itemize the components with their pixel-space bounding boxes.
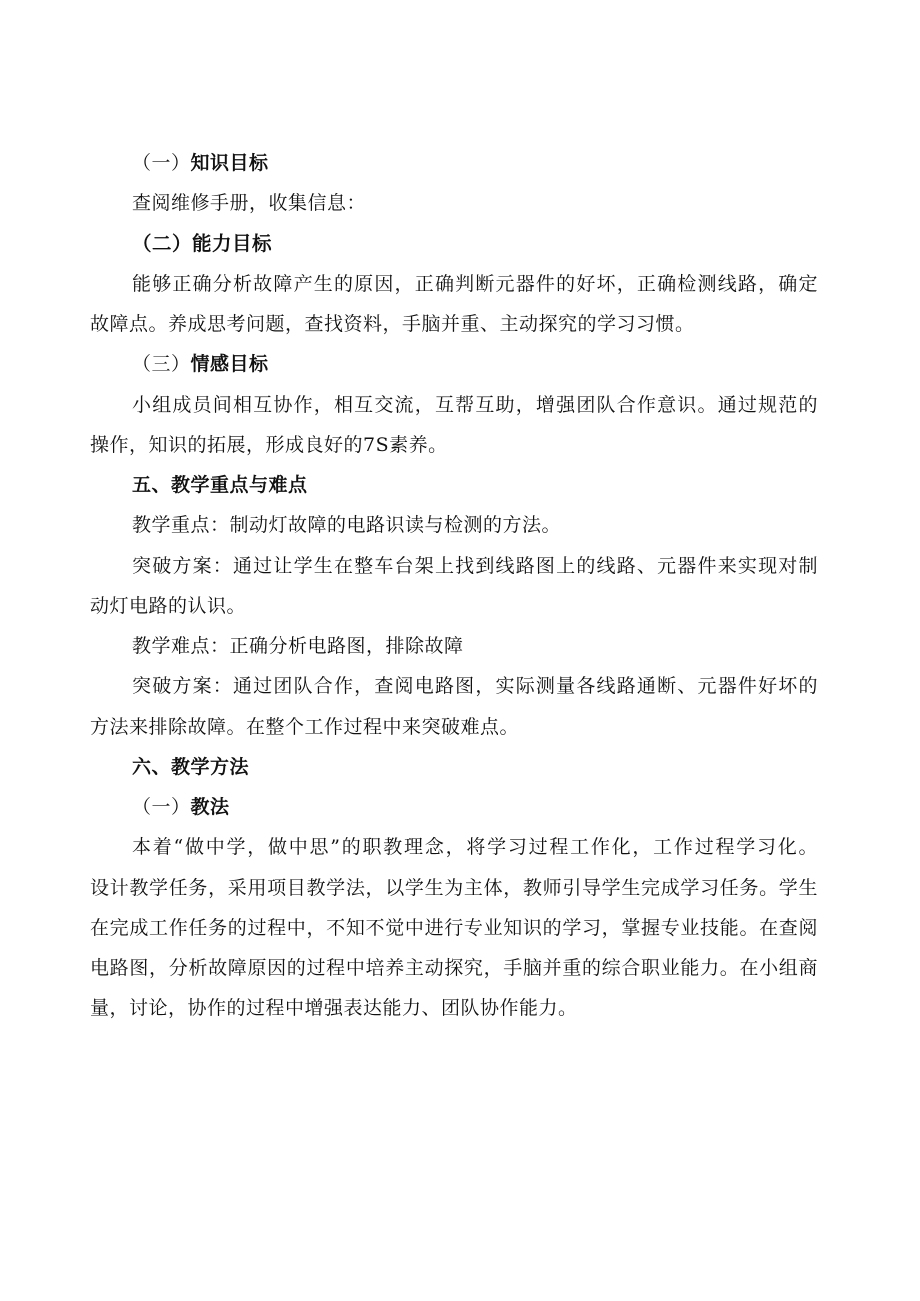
key-solution-line: 突破方案：通过让学生在整车台架上找到线路图上的线路、元器件来实现对制 [132, 555, 818, 577]
key-points-heading: 五、教学重点与难点 [132, 474, 308, 496]
heading-title: 知识目标 [190, 152, 269, 174]
ability-goal-text-line: 故障点。养成思考问题，查找资料，手脑并重、主动探究的学习习惯。 [90, 313, 695, 335]
knowledge-goal-heading [132, 151, 269, 175]
emotion-goal-heading [132, 352, 269, 376]
key-point-text: 教学重点：制动灯故障的电路识读与检测的方法。 [132, 514, 562, 536]
teaching-methods-heading: 六、教学方法 [132, 756, 250, 778]
teaching-method-text-line: 量，讨论，协作的过程中增强表达能力、团队协作能力。 [90, 997, 578, 1019]
knowledge-goal-text: 查阅维修手册，收集信息： [132, 192, 367, 214]
ability-goal-text-line: 能够正确分析故障产生的原因，正确判断元器件的好坏，正确检测线路，确定 [132, 273, 818, 295]
difficulty-text: 教学难点：正确分析电路图，排除故障 [132, 635, 464, 657]
teaching-method-text-line: 设计教学任务，采用项目教学法，以学生为主体，教师引导学生完成学习任务。学生 [90, 877, 818, 899]
heading-title: 情感目标 [190, 353, 269, 375]
ability-goal-heading: （二）能力目标 [132, 232, 273, 255]
emotion-goal-text-line: 操作，知识的拓展，形成良好的7S素养。 [90, 434, 448, 456]
difficulty-solution-line: 方法来排除故障。在整个工作过程中来突破难点。 [90, 716, 520, 738]
heading-number: （一） [132, 152, 191, 174]
heading-number: （一） [132, 796, 191, 818]
teaching-method-text-line: 在完成工作任务的过程中，不知不觉中进行专业知识的学习，掌握专业技能。在查阅 [90, 917, 818, 939]
heading-number: （三） [132, 353, 191, 375]
difficulty-solution-line: 突破方案：通过团队合作，查阅电路图，实际测量各线路通断、元器件好坏的 [132, 675, 818, 697]
key-solution-line: 动灯电路的认识。 [90, 595, 247, 617]
teaching-method-text-line: 电路图，分析故障原因的过程中培养主动探究，手脑并重的综合职业能力。在小组商 [90, 957, 818, 979]
emotion-goal-text-line: 小组成员间相互协作，相互交流，互帮互助，增强团队合作意识。通过规范的 [132, 394, 818, 416]
teaching-method-subheading [132, 795, 230, 819]
heading-title: 教法 [190, 796, 230, 818]
teaching-method-text-line: 本着“做中学，做中思”的职教理念，将学习过程工作化，工作过程学习化。 [132, 836, 818, 858]
